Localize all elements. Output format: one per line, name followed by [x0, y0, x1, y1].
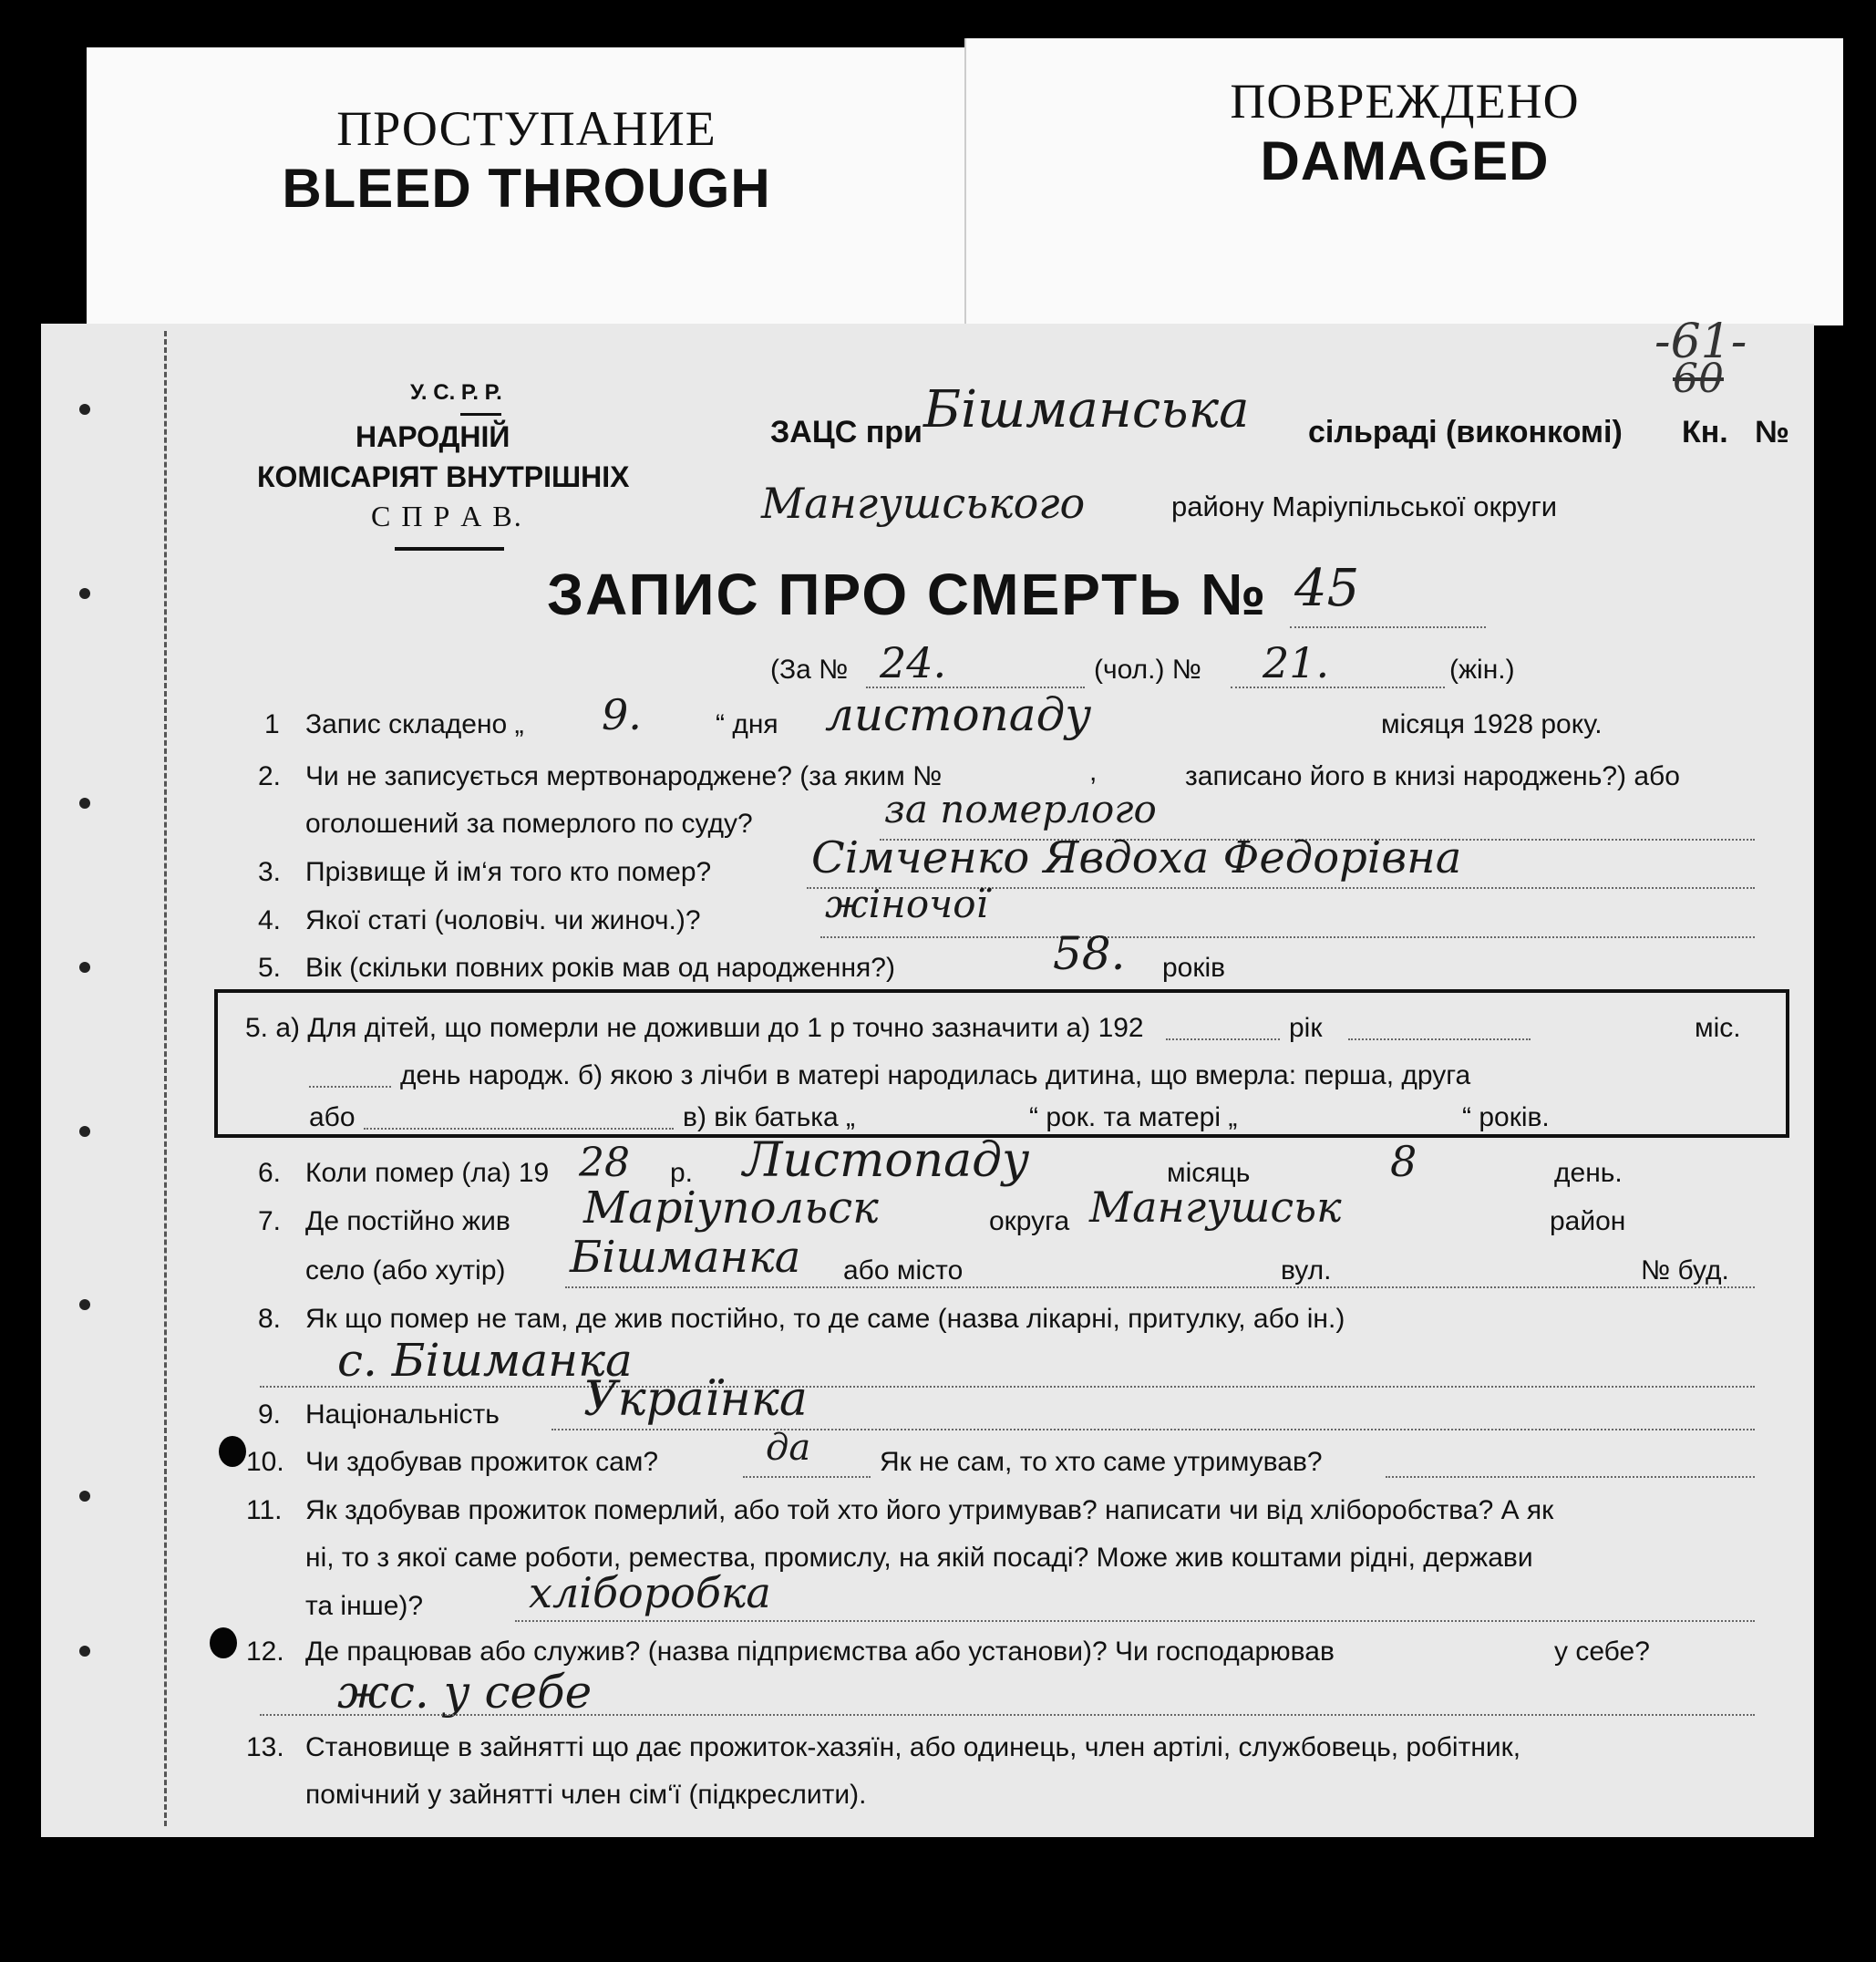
field1-day-handwritten: 9. [602, 690, 642, 739]
fill-line [515, 1620, 1755, 1622]
field7-okruga: округа [989, 1206, 1070, 1236]
female-count-handwritten: 21. [1263, 638, 1330, 687]
raion-handwritten: Мангушського [761, 479, 1086, 528]
zags-village-handwritten: Бішманська [923, 380, 1250, 439]
field8-number: 8. [258, 1304, 282, 1334]
field2-mark: , [1089, 757, 1098, 787]
perforation-line [164, 331, 167, 1826]
field12-answer-handwritten: жс. у себе [337, 1666, 593, 1719]
bleed-through-en: BLEED THROUGH [282, 158, 771, 219]
field5a-mis: міс. [1695, 1013, 1741, 1043]
field13-number: 13. [246, 1732, 284, 1762]
ussr-label: У. С. Р. Р. [410, 380, 502, 405]
fill-line [1166, 1038, 1280, 1040]
field2-line1b: записано його в книзі народжень?) або [1185, 761, 1680, 791]
fill-line [260, 1386, 1755, 1388]
field5a-line2: день народж. б) якою з лічби в матері народилась дитина, що вмерла: перша, друга [400, 1060, 1471, 1090]
field6-month-handwritten: Листопаду [743, 1133, 1030, 1188]
fill-line [1290, 626, 1486, 628]
divider [395, 547, 504, 551]
field4-answer-handwritten: жіночої [825, 882, 988, 926]
female-count-label: (жін.) [1449, 655, 1515, 685]
male-count-label: (чол.) № [1094, 655, 1201, 685]
field3-answer-handwritten: Сімченко Явдоха Федорівна [811, 832, 1462, 883]
binding-hole [79, 1126, 90, 1137]
field9-number: 9. [258, 1399, 282, 1430]
field11-line1: Як здобував прожиток померлий, або той хто його утримував? написати чи від хліборобства? А як [305, 1495, 1554, 1525]
fill-line [565, 1286, 1755, 1288]
field10-label: Чи здобував прожиток сам? [305, 1447, 659, 1477]
field10-number: 10. [246, 1447, 284, 1477]
field1-number: 1 [264, 709, 280, 739]
field12-label2: у себе? [1554, 1637, 1650, 1667]
field2-answer-handwritten: за померлого [884, 787, 1157, 831]
field7-selo-label: село (або хутір) [305, 1255, 506, 1286]
field5-end: років [1162, 953, 1226, 983]
field2-number: 2. [258, 761, 282, 791]
raion-suffix: району Маріупільської округи [1171, 490, 1558, 522]
field9-label: Національність [305, 1399, 500, 1430]
fill-line [1348, 1038, 1531, 1040]
corner-page-number: -61- [1654, 315, 1747, 369]
bleed-through-label [87, 47, 966, 335]
field10-answer-handwritten: да [766, 1427, 811, 1469]
field11-answer-handwritten: хліборобка [529, 1568, 771, 1617]
field11-line2: ні, то з якої саме роботи, ремества, промислу, на якій посаді? Може жив коштами рідні, держави [305, 1543, 1533, 1573]
field2-line1: Чи не записується мертвонароджене? (за яким № [305, 761, 943, 791]
fill-line [260, 1714, 1755, 1716]
field7-vul: вул. [1281, 1255, 1332, 1286]
fill-line [309, 1086, 391, 1088]
field6-number: 6. [258, 1158, 282, 1188]
fill-line [551, 1429, 1755, 1430]
field9-answer-handwritten: Українка [583, 1372, 808, 1427]
field5a-rik: рік [1289, 1013, 1323, 1043]
field4-number: 4. [258, 905, 282, 935]
field8-answer-handwritten: с. Бішманка [337, 1334, 633, 1387]
record-number-handwritten: 45 [1294, 559, 1360, 618]
field4-label: Якої статі (чоловіч. чи жиноч.)? [305, 905, 701, 935]
field5a-line3a: або [309, 1102, 356, 1132]
field7-raion-handwritten: Мангушськ [1089, 1182, 1342, 1232]
binding-hole [79, 1491, 90, 1502]
infant-details-box [214, 989, 1789, 1138]
field12-number: 12. [246, 1637, 284, 1667]
field13-line1: Становище в зайнятті що дає прожиток-хазяїн, або одинець, член артілі, службовець, робітник, [305, 1732, 1521, 1762]
field6-label: Коли помер (ла) 19 [305, 1158, 550, 1188]
header-line1: НАРОДНІЙ [356, 420, 510, 453]
header-line2: КОМІСАРІЯТ ВНУТРІШНІХ [257, 460, 630, 493]
corner-page-number-crossed: 60 [1673, 356, 1724, 402]
field5a-line1: 5. а) Для дітей, що померли не доживши до 1 р точно зазначити а) 192 [245, 1013, 1144, 1043]
field6-day-label: день. [1554, 1158, 1623, 1188]
field13-line2: помічний у зайнятті член сім‘ї (підкреслити). [305, 1780, 867, 1810]
field7-raion: район [1550, 1206, 1626, 1236]
death-record-form [41, 315, 1814, 1837]
binding-hole [79, 1646, 90, 1657]
count-za-label: (За № [770, 655, 849, 685]
field5-answer-handwritten: 58. [1053, 927, 1126, 980]
field6-day-handwritten: 8 [1390, 1137, 1417, 1186]
field7-number: 7. [258, 1206, 282, 1236]
fill-line [743, 1476, 871, 1478]
binding-hole [219, 1436, 246, 1467]
field7-bud: № буд. [1641, 1255, 1729, 1286]
binding-hole [79, 798, 90, 809]
field6-month-label: місяць [1167, 1158, 1251, 1188]
header-line3: С П Р А В. [371, 500, 523, 532]
number-label: № [1755, 415, 1789, 449]
field7-selo-handwritten: Бішманка [570, 1232, 801, 1283]
fill-line [364, 1128, 674, 1130]
field5-number: 5. [258, 953, 282, 983]
field8-label: Як що помер не там, де жив постійно, то де саме (назва лікарні, притулку, або ін.) [305, 1304, 1345, 1334]
field6-r: р. [670, 1158, 694, 1188]
divider [460, 413, 501, 416]
damaged-ru: ПОВРЕЖДЕНО [1230, 74, 1580, 129]
field5a-line3d: “ років. [1462, 1102, 1550, 1132]
field7-label: Де постійно жив [305, 1206, 510, 1236]
fill-line [1386, 1476, 1755, 1478]
damaged-label [964, 38, 1843, 325]
field5a-line3b: в) вік батька „ [683, 1102, 856, 1132]
field3-number: 3. [258, 857, 282, 887]
page-title: ЗАПИС ПРО СМЕРТЬ № [547, 562, 1268, 627]
fill-line [820, 936, 1755, 938]
field11-number: 11. [246, 1495, 283, 1525]
binding-hole [79, 404, 90, 415]
field3-label: Прізвище й ім‘я того кто помер? [305, 857, 712, 887]
zags-suffix: сільраді (виконкомі) [1308, 415, 1623, 449]
binding-hole [79, 588, 90, 599]
field12-label: Де працював або служив? (назва підприємства або установи)? Чи господарював [305, 1637, 1335, 1667]
field5-label: Вік (скільки повних років мав од народження?) [305, 953, 895, 983]
field2-line2: оголошений за померлого по суду? [305, 809, 753, 839]
field5a-line3c: “ рок. та матері „ [1029, 1102, 1238, 1132]
zags-prefix: ЗАЦС при [770, 415, 923, 449]
field7-okruga-handwritten: Маріупольск [583, 1182, 879, 1234]
binding-hole [210, 1627, 237, 1658]
book-label: Кн. [1682, 415, 1728, 449]
field11-line3: та інше)? [305, 1591, 424, 1621]
fill-line [1231, 687, 1445, 688]
field1-month-handwritten: листопаду [825, 688, 1092, 741]
binding-hole [79, 962, 90, 973]
field6-year-handwritten: 28 [579, 1140, 630, 1186]
field10-label2: Як не сам, то хто саме утримував? [880, 1447, 1323, 1477]
bleed-through-ru: ПРОСТУПАНИЕ [336, 101, 716, 156]
field1-label: Запис складено „ [305, 709, 524, 739]
field1-mid: “ дня [716, 709, 778, 739]
male-count-handwritten: 24. [880, 638, 947, 687]
damaged-en: DAMAGED [1260, 130, 1550, 191]
field7-misto: або місто [843, 1255, 964, 1286]
field1-end: місяця 1928 року. [1381, 709, 1603, 739]
binding-hole [79, 1299, 90, 1310]
